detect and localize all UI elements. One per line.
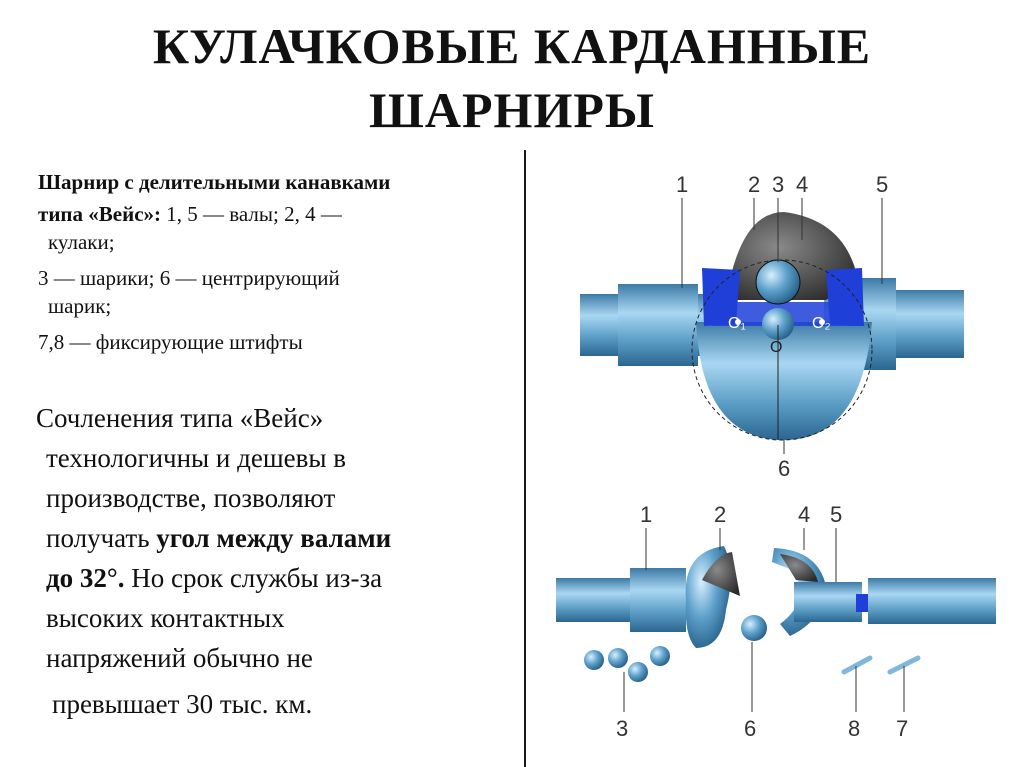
label-1-top: 1 [676,172,689,197]
blue-pin-slot [856,594,870,612]
body-line-8: превышает 30 тыс. км. [52,689,313,719]
body-line-5 [36,558,516,598]
center-o1: O₁ [728,315,746,332]
label-5-top: 5 [876,172,889,197]
label-3-top: 3 [772,172,785,197]
label-4-top: 4 [796,172,809,197]
shaft-1-bottom-collar [630,568,686,632]
ball-6-bottom [741,615,767,641]
center-o2: O₂ [812,315,831,332]
pin-8 [844,658,870,672]
joint-housing [696,322,872,440]
label-3-bottom: 3 [616,716,629,741]
joint-figure [526,150,1024,767]
caption-line-3-text: 3 — шарики; 6 — центрирующий [38,266,340,290]
body-line-5-bold: до 32°. [46,563,125,593]
label-2-top: 2 [748,172,761,197]
caption-line-5: 7,8 — фиксирующие штифты [38,330,303,354]
body-line-7: напряжений обычно не [46,643,313,673]
shaft-5-bottom-neck [794,582,862,622]
body-line-4 [36,518,516,558]
label-6-top: 6 [778,456,791,481]
caption-type-rest: 1, 5 — валы; 2, 4 — [161,202,342,226]
shaft-1-collar [618,284,698,366]
label-8-bottom: 8 [848,716,861,741]
body-line-6: высоких контактных [46,603,285,633]
caption-type-label: типа «Вейс»: [38,202,162,226]
body-line-4-pre: получать [46,523,157,553]
assembled-joint [580,212,964,440]
slide-title [0,14,1024,142]
title-line-2: ШАРНИРЫ [369,82,655,138]
exploded-view [556,546,996,682]
body-paragraph [36,398,516,724]
body-line-5-rest: Но срок службы из-за [124,563,383,593]
label-4-bottom: 4 [798,502,811,527]
ball-3b [608,648,628,668]
ball-3d [650,646,670,666]
label-5-bottom: 5 [830,502,843,527]
label-1-bottom: 1 [640,502,653,527]
body-line-2: технологичны и дешевы в [46,443,347,473]
shaft-5-bottom [868,578,996,624]
title-line-1: КУЛАЧКОВЫЕ КАРДАННЫЕ [152,18,872,74]
figure-caption [38,168,518,356]
caption-line-2: кулаки; [48,230,115,254]
caption-line-4: шарик; [48,294,112,318]
label-2-bottom: 2 [714,502,727,527]
caption-heading: Шарнир с делительными канавками [38,170,391,194]
ball-3-top [756,260,800,304]
body-line-1: Сочленения типа «Вейс» [36,403,324,433]
label-7-bottom: 7 [896,716,909,741]
ball-3a [584,650,604,670]
caption-line-3 [38,264,518,320]
caption-line-1 [38,200,518,256]
body-line-4-bold: угол между валами [156,523,392,553]
ball-3c [628,662,648,682]
label-6-bottom: 6 [744,716,757,741]
center-o: O [770,339,783,356]
body-line-3: производстве, позволяют [46,483,336,513]
